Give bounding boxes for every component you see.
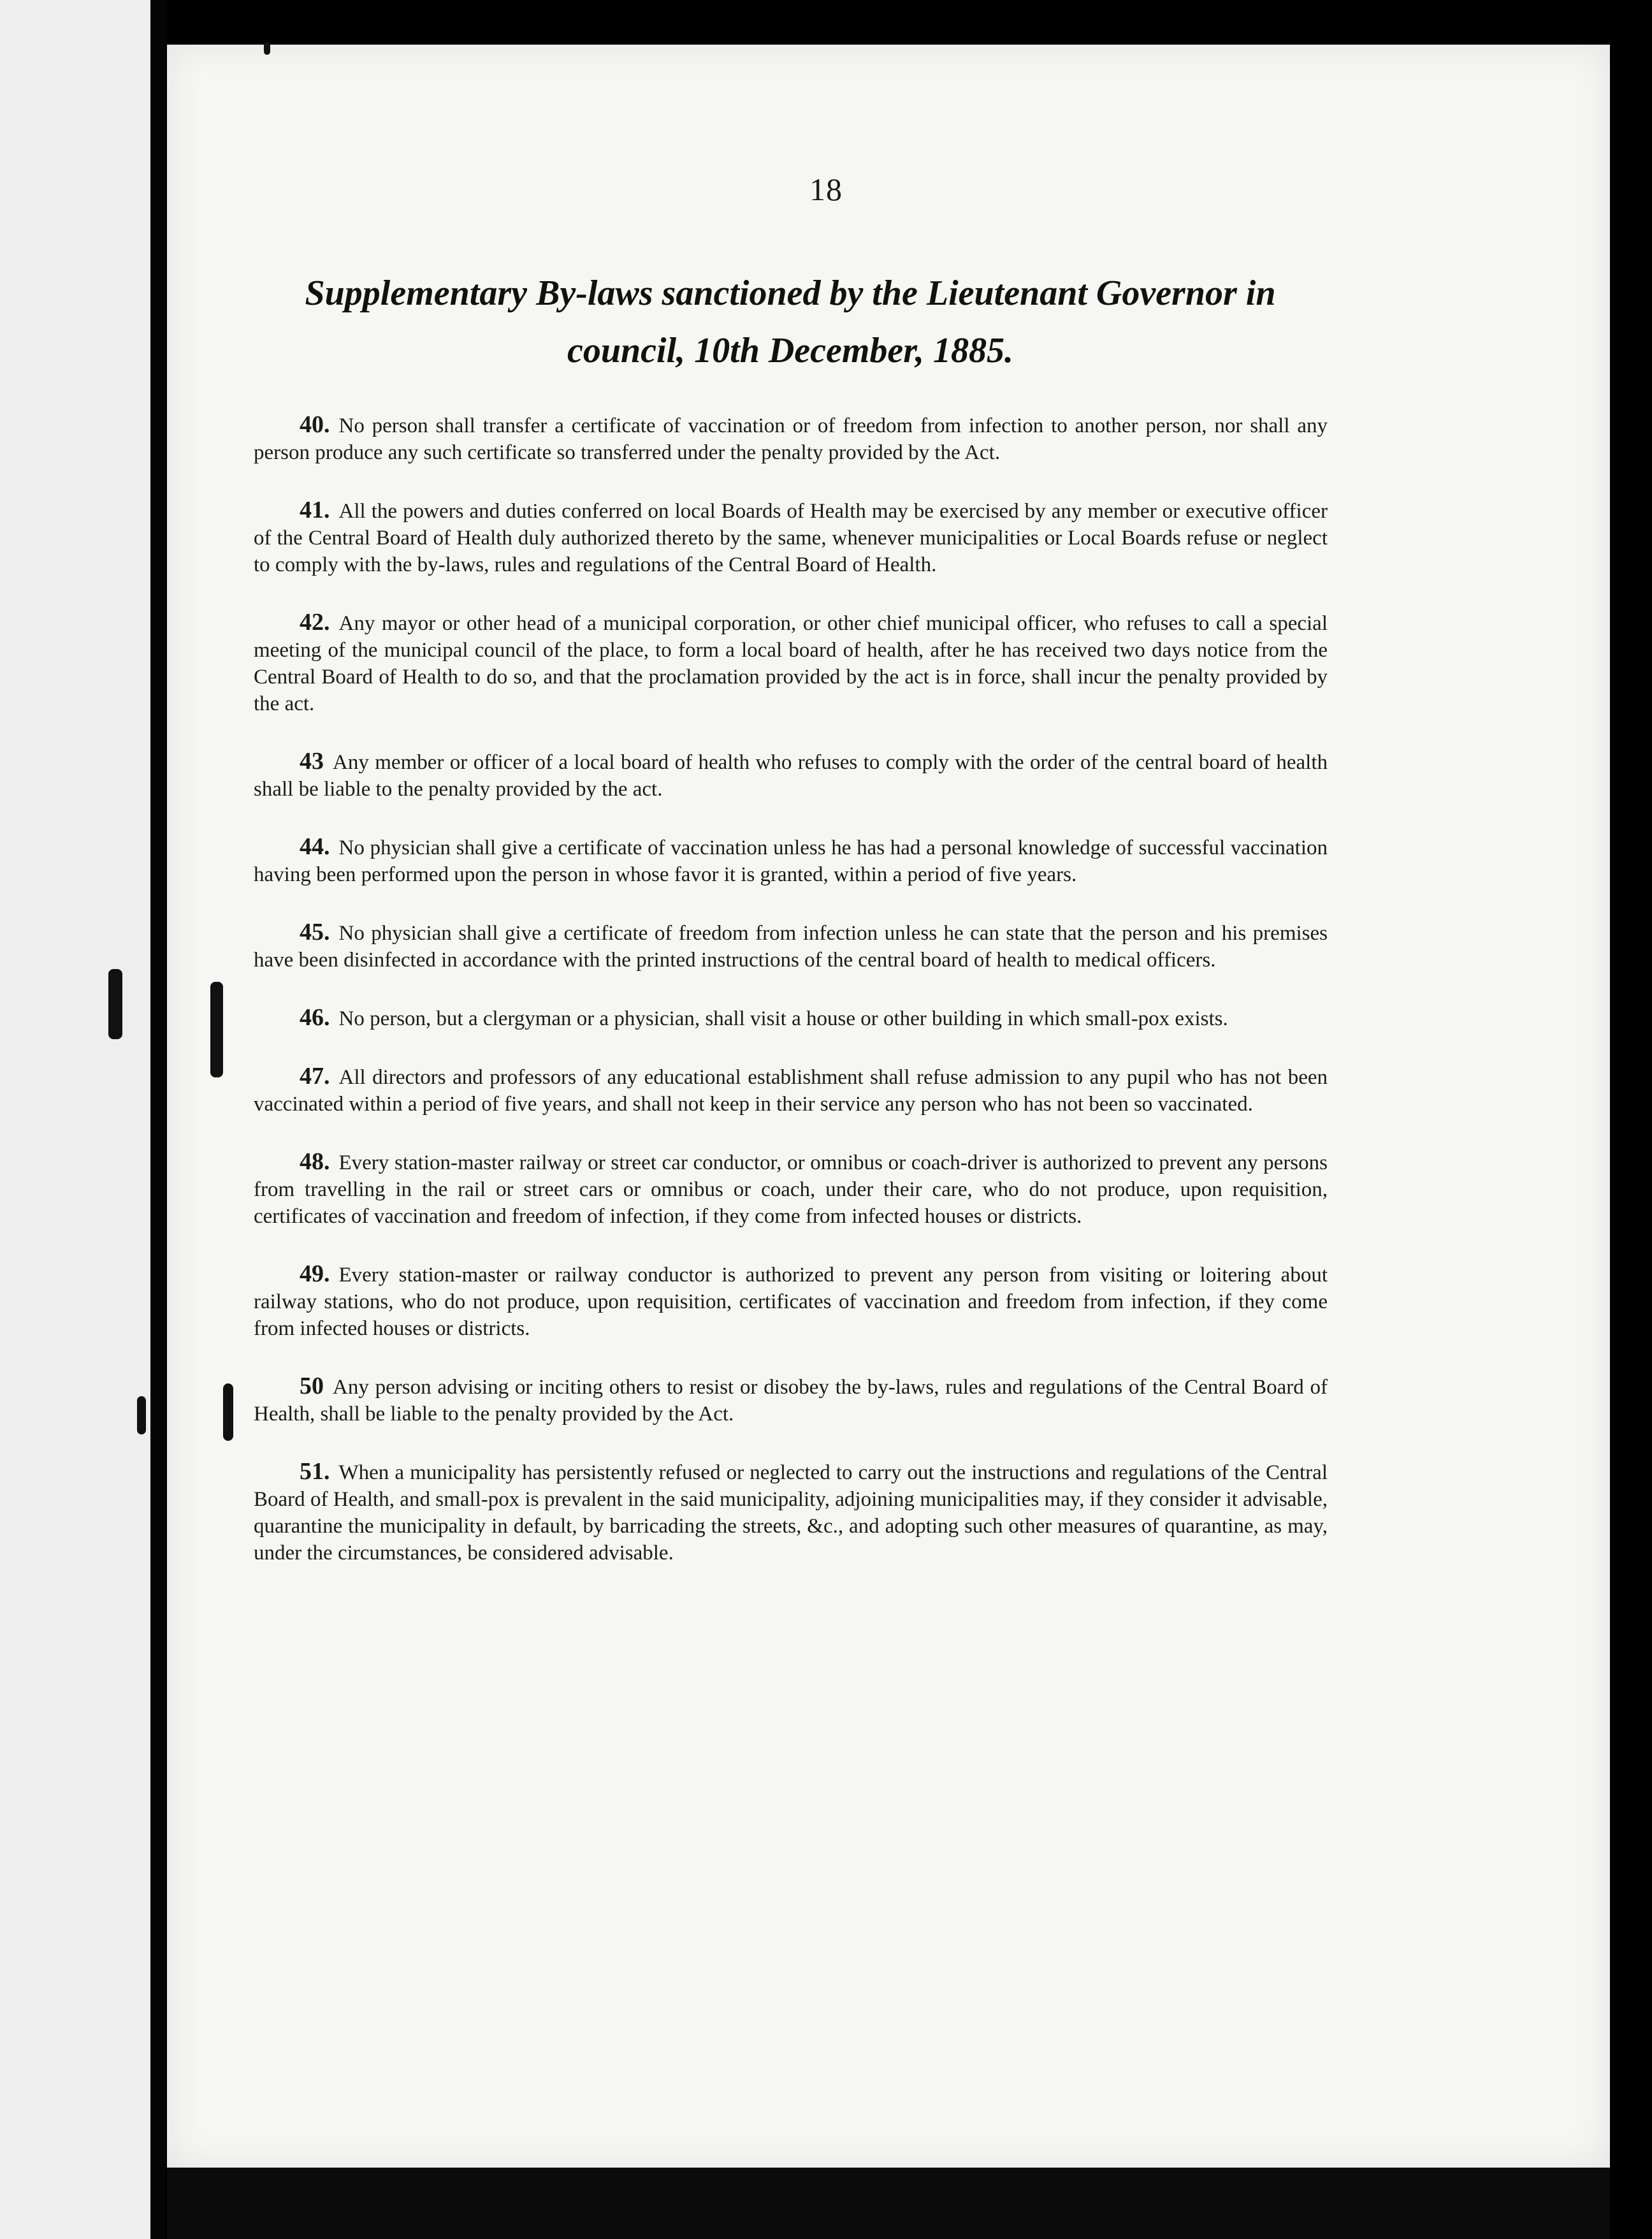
clause-text: Every station-master or railway conductor is authorized to prevent any person from visiting or loitering about railway stations, who do not produce, upon requisition, certificates of vaccination and freedom from infection, if they come from infected houses or districts. — [254, 1264, 1328, 1340]
bylaw-clause — [254, 497, 1328, 578]
clause-text: Any mayor or other head of a municipal corporation, or other chief municipal officer, who refuses to call a special meeting of the municipal council of the place, to form a local board of health, after he has received two days notice from the Central Board of Health to do so, and that the proclamation provided by the act is in force, shall incur the penalty provided by the act. — [254, 612, 1328, 715]
bylaw-clause — [254, 411, 1328, 466]
clause-text: No person shall transfer a certificate of vaccination or of freedom from infection to another person, nor shall any person produce any such certificate so transferred under the penalty provided by the Act. — [254, 414, 1328, 464]
bylaw-clause — [254, 1260, 1328, 1342]
binding-thread-mark — [223, 1383, 233, 1441]
binding-thread-mark — [137, 1396, 146, 1434]
facing-page-edge — [0, 0, 150, 2239]
bylaw-clause — [254, 1063, 1328, 1118]
clause-number: 40. — [300, 411, 330, 438]
clause-number: 43 — [300, 748, 324, 775]
clause-number: 44. — [300, 833, 330, 860]
binding-thread-mark — [210, 982, 223, 1077]
bylaws-body — [254, 411, 1328, 1597]
clause-number: 45. — [300, 919, 330, 945]
clause-text: No physician shall give a certificate of vaccination unless he has had a personal knowledge of successful vaccination having been performed upon the person in whose favor it is granted, within a period of five years. — [254, 836, 1328, 886]
page-title: Supplementary By-laws sanctioned by the Lieutenant Governor in council, 10th December, 1885. — [305, 273, 1276, 370]
page-bottom-edge — [167, 2168, 1610, 2239]
clause-text: Every station-master railway or street car conductor, or omnibus or coach-driver is authorized to prevent any persons from travelling in the rail or street cars or omnibus or coach, under their care, who do not produce, upon requisition, certificates of vaccination and freedom of infection, if they come from infected houses or districts. — [254, 1151, 1328, 1228]
bylaw-clause — [254, 1004, 1328, 1032]
binding-thread-mark — [108, 969, 122, 1039]
bylaw-clause — [254, 1373, 1328, 1427]
bylaw-clause — [254, 748, 1328, 803]
bylaw-clause — [254, 833, 1328, 888]
bylaw-clause — [254, 609, 1328, 717]
clause-number: 48. — [300, 1148, 330, 1175]
binding-dot — [264, 42, 270, 55]
clause-text: No physician shall give a certificate of freedom from infection unless he can state that the person and his premises have been disinfected in accordance with the printed instructions of the central board of health to medical officers. — [254, 922, 1328, 972]
clause-text: When a municipality has persistently refused or neglected to carry out the instructions and regulations of the Central Board of Health, and small-pox is prevalent in the said municipality, adjoining municipalities may, if they consider it advisable, quarantine the municipality in default, by barricading the streets, &c., and adopting such other measures of quarantine, as may, under the circumstances, be considered advisable. — [254, 1461, 1328, 1564]
bylaw-clause — [254, 919, 1328, 974]
clause-number: 42. — [300, 609, 330, 636]
clause-text: All directors and professors of any educational establishment shall refuse admission to any pupil who has not been vaccinated within a period of five years, and shall not keep in their service any person who has not been so vaccinated. — [254, 1066, 1328, 1116]
clause-text: No person, but a clergyman or a physician, shall visit a house or other building in which small-pox exists. — [338, 1007, 1228, 1030]
bylaw-clause — [254, 1148, 1328, 1230]
binding-gutter — [150, 0, 166, 2239]
clause-text: All the powers and duties conferred on local Boards of Health may be exercised by any member or executive officer of the Central Board of Health duly authorized thereto by the same, whenever municipalities or Local Boards refuse or neglect to comply with the by-laws, rules and regulations of the Central Board of Health. — [254, 500, 1328, 576]
page-number: 18 — [809, 171, 843, 207]
bylaw-clause — [254, 1458, 1328, 1566]
clause-number: 51. — [300, 1458, 330, 1485]
clause-number: 49. — [300, 1260, 330, 1287]
clause-text: Any person advising or inciting others to resist or disobey the by-laws, rules and regulations of the Central Board of Health, shall be liable to the penalty provided by the Act. — [254, 1376, 1328, 1426]
clause-number: 41. — [300, 497, 330, 523]
clause-text: Any member or officer of a local board of health who refuses to comply with the order of the central board of health shall be liable to the penalty provided by the act. — [254, 751, 1328, 801]
clause-number: 46. — [300, 1004, 330, 1031]
clause-number: 47. — [300, 1063, 330, 1090]
clause-number: 50 — [300, 1373, 324, 1399]
